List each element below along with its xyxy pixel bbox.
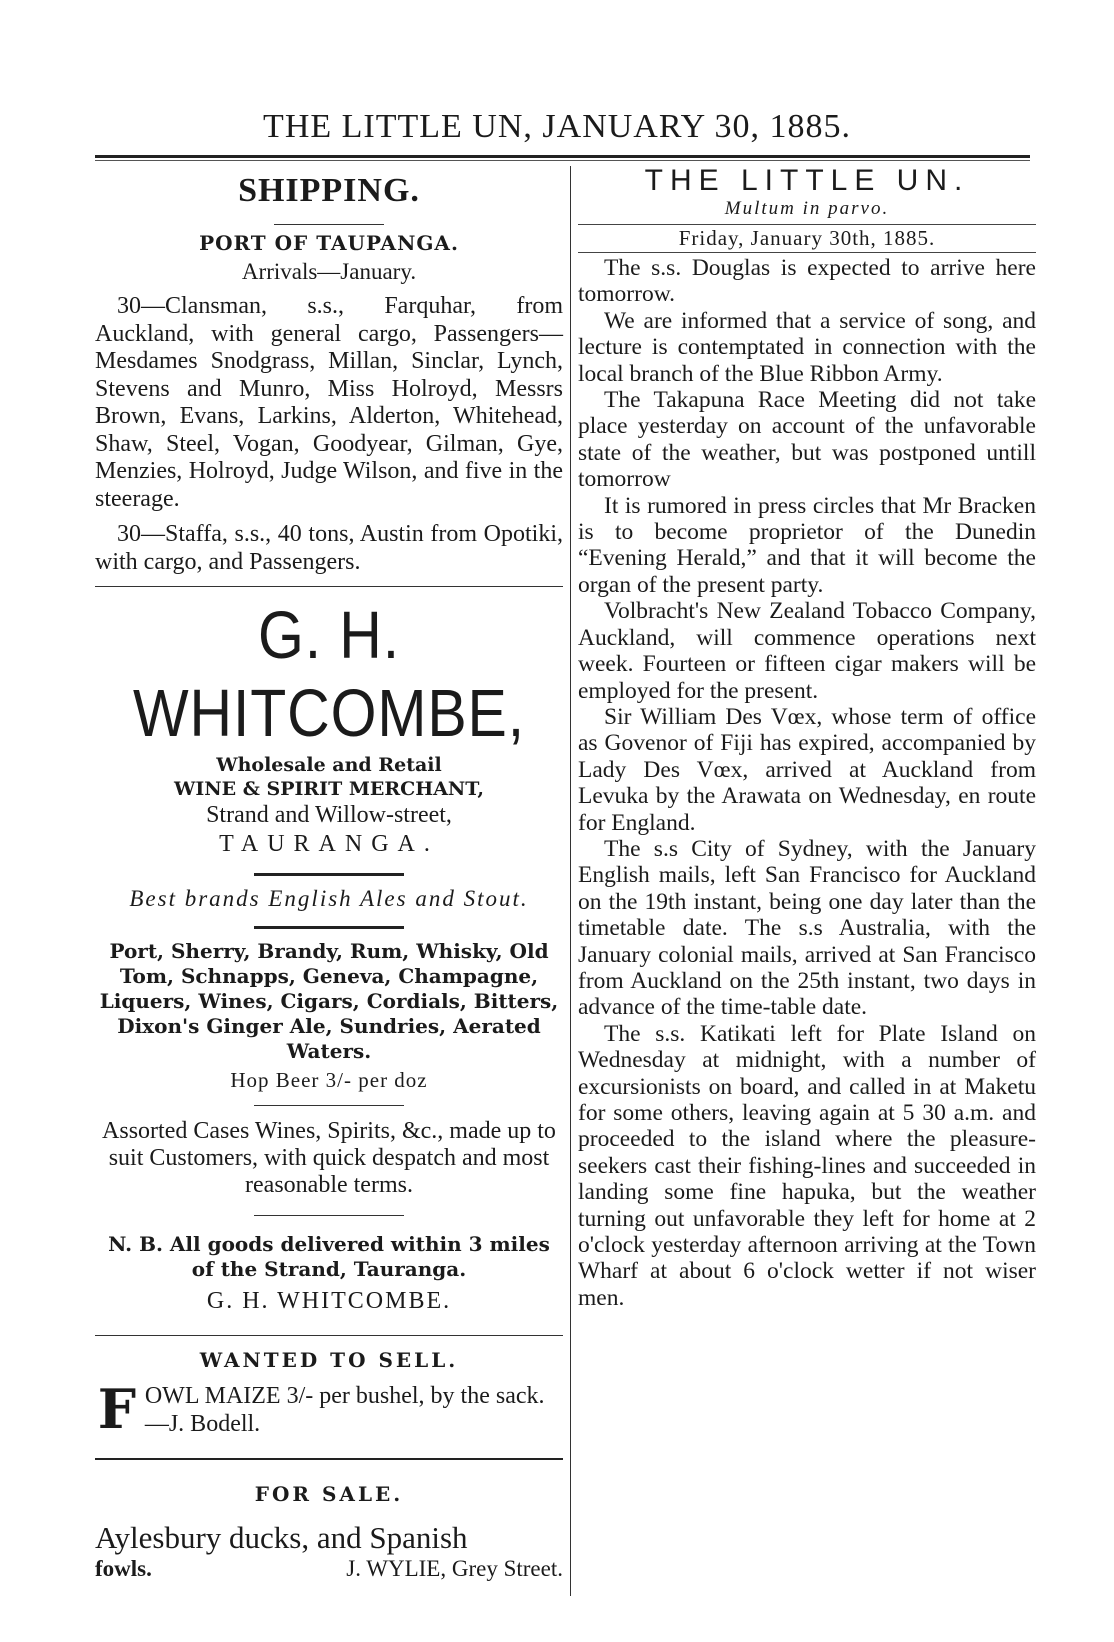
masthead-rule <box>95 155 1030 158</box>
divider <box>274 224 384 225</box>
masthead-rule-thin <box>95 160 1030 161</box>
advert-products: Port, Sherry, Brandy, Rum, Whisky, Old Tom, Schnapps, Geneva, Champagne, Liquers, Wines, Cigars, Cordials, Bitters, Dixon's Ginger Ale, Sundries, Aerated Waters. <box>99 939 559 1063</box>
for-sale-text: Aylesbury ducks, and Spanish <box>95 1520 468 1555</box>
wanted-title: WANTED TO SELL. <box>199 1348 459 1372</box>
shipping-entry: 30—Staffa, s.s., 40 tons, Austin from Opotiki, with cargo, and Passengers. <box>95 521 563 575</box>
news-item: It is rumored in press circles that Mr Bracken is to become proprietor of the Dunedin “Evening Herald,” and that it will become the organ of the present party. <box>578 492 1036 598</box>
advert-signature: G. H. WHITCOMBE. <box>206 1288 452 1314</box>
advert-town: TAURANGA. <box>219 831 439 857</box>
for-sale-signature <box>95 1556 563 1582</box>
news-item: Volbracht's New Zealand Tobacco Company, Auckland, will commence operations next week. Fourteen or fifteen cigar makers will be employed for the present. <box>578 598 1036 704</box>
section-rule <box>95 1458 563 1460</box>
arrivals-heading: Arrivals—January. <box>241 259 417 284</box>
news-item: Sir William Des Vœx, whose term of office as Govenor of Fiji has expired, accompanied by Lady Des Vœx, arrived at Auckland from Levuka by the Arawata on Wednesday, en route for England. <box>578 703 1036 836</box>
shipping-entry: 30—Clansman, s.s., Farquhar, from Auckland, with general cargo, Passengers— Mesdames Snodgrass, Millan, Sinclar, Lynch, Stevens and Munro, Miss Holroyd, Messrs Brown, Evans, Larkins, Alderton, Whitehead, Shaw, Steel, Vogan, Goodyear, Gilman, Gye, Menzies, Holroyd, Judge Wilson, and five in the steerage. <box>95 293 563 512</box>
drop-cap: F <box>97 1377 137 1441</box>
advert-line: Wholesale and Retail <box>216 754 442 776</box>
section-rule <box>95 1335 563 1336</box>
for-sale-title: FOR SALE. <box>254 1482 404 1506</box>
news-item: The s.s. Katikati left for Plate Island on Wednesday at midnight, with a number of excursionists on board, and called in at Maketu for some others, leaving again at 5 30 a.m. and proceeded to the island where the pleasure-seekers cast their fishing-lines and succeeded in landing some fine hapuka, but the weather turning out unfavorable they left for home at 2 o'clock yesterday afternoon arriving at the Town Wharf at about 6 o'clock wetter if not wiser men. <box>578 1020 1036 1311</box>
paper-motto: Multum in parvo. <box>724 198 890 219</box>
divider <box>254 873 404 876</box>
masthead: THE LITTLE UN, JANUARY 30, 1885. <box>263 108 851 145</box>
right-column <box>578 166 1036 1311</box>
port-heading: PORT OF TAUPANGA. <box>199 231 459 255</box>
news-item: The Takapuna Race Meeting did not take place yesterday on account of the unfavorable state of the weather, but was postponed untill tomorrow <box>578 387 1036 493</box>
wanted-notice <box>95 1377 563 1441</box>
wanted-text: OWL MAIZE 3/- per bushel, by the sack.—J. Bodell. <box>144 1383 545 1437</box>
news-item: The s.s. Douglas is expected to arrive here tomorrow. <box>578 255 1036 308</box>
news-item: The s.s City of Sydney, with the January English mails, left San Francisco for Auckland on the 19th instant, being one day later than the timetable date. The s.s Australia, with the January colonial mails, arrived at San Francisco from Auckland on the 25th instant, two days in advance of the time-table date. <box>578 835 1036 1021</box>
divider <box>254 1105 404 1106</box>
for-sale-fowls: fowls. <box>95 1556 152 1581</box>
advert-line: WINE & SPIRIT MERCHANT, <box>174 778 484 800</box>
for-sale-seller: J. WYLIE, Grey Street. <box>346 1556 563 1581</box>
divider <box>254 1215 404 1216</box>
paper-title: THE LITTLE UN. <box>644 164 970 197</box>
advert-cases: Assorted Cases Wines, Spirits, &c., made up to suit Customers, with quick despatch and most reasonable terms. <box>102 1118 556 1198</box>
advert-brands: Best brands English Ales and Stout. <box>129 886 529 911</box>
column-divider <box>570 166 571 1596</box>
paper-date: Friday, January 30th, 1885. <box>578 224 1036 253</box>
section-rule <box>95 586 563 587</box>
divider <box>254 926 404 929</box>
advert-name: G. H. WHITCOMBE, <box>132 598 526 751</box>
advert-address: Strand and Willow-street, <box>206 802 452 828</box>
advert-hop-beer: Hop Beer 3/- per doz <box>230 1068 428 1092</box>
advert-note: N. B. All goods delivered within 3 miles of the Strand, Tauranga. <box>108 1232 550 1281</box>
shipping-title: SHIPPING. <box>238 172 420 209</box>
news-item: We are informed that a service of song, and lecture is contemptated in connection with the local branch of the Blue Ribbon Army. <box>578 307 1036 387</box>
left-column <box>95 166 563 1582</box>
